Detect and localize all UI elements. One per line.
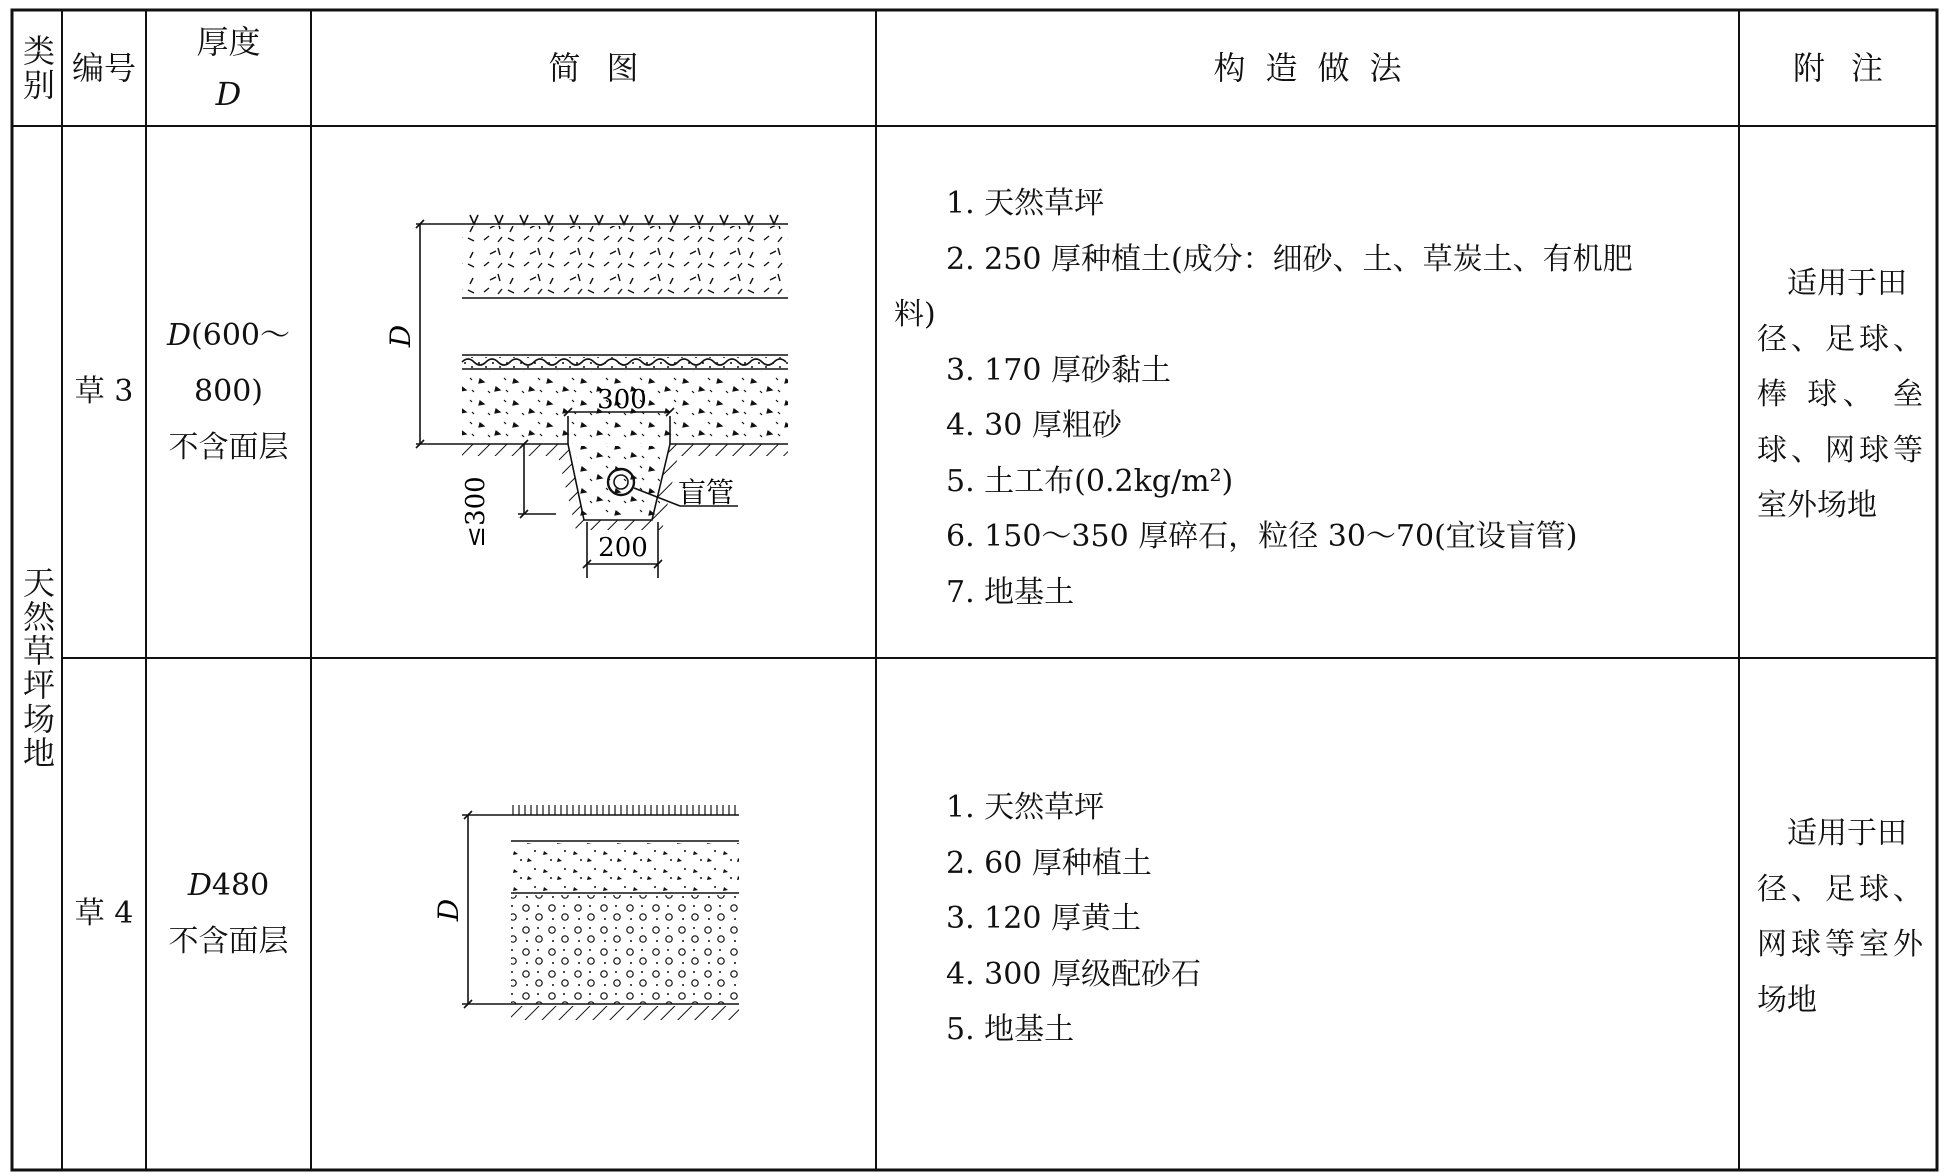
row1-dim-depth: ≤300 — [461, 476, 491, 548]
row2-thickness-value: D480 — [187, 868, 270, 903]
row1-dim-bottom-width: 200 — [598, 533, 648, 563]
row1-dim-d: D — [384, 324, 417, 348]
row2-dim-d: D — [432, 898, 465, 922]
header-note: 附注 — [1792, 49, 1909, 87]
header-category: 类别 — [18, 34, 56, 102]
row1-method-line: 1. 天然草坪 — [946, 186, 1105, 221]
row1-thickness-note: 不含面层 — [168, 430, 289, 465]
header-sketch: 简图 — [548, 49, 665, 87]
row1-dim-top-width: 300 — [597, 385, 647, 415]
row2-note — [1739, 658, 1937, 1170]
row2-note-line: 径、足球、 — [1757, 871, 1923, 907]
row1-method-line: 4. 30 厚粗砂 — [946, 408, 1122, 443]
row2-note-line: 网球等室外 — [1757, 927, 1923, 962]
row2-note-line: 场地 — [1757, 982, 1817, 1018]
row2-method-line: 5. 地基土 — [946, 1012, 1075, 1047]
row1-note-line: 适用于田 — [1787, 266, 1907, 301]
row1-note — [1739, 126, 1937, 658]
row1-note-line: 室外场地 — [1757, 488, 1877, 523]
row2-method-line: 2. 60 厚种植土 — [946, 845, 1152, 881]
row1-note-line: 球、网球等 — [1757, 432, 1923, 468]
row1-method-line: 2. 250 厚种植土(成分：细砂、土、草炭土、有机肥 — [946, 241, 1633, 277]
row1-method-line: 7. 地基土 — [946, 574, 1075, 610]
row1-thickness — [146, 126, 311, 658]
row2-thickness — [146, 658, 311, 1170]
row1-note-line: 棒 球、 垒 — [1757, 377, 1923, 412]
row2-note-line: 适用于田 — [1787, 816, 1907, 851]
row2-method-line: 1. 天然草坪 — [946, 790, 1105, 825]
row1-method-line: 料) — [894, 297, 936, 332]
row2-thickness-note: 不含面层 — [168, 924, 289, 959]
header-thickness-symbol: D — [215, 75, 242, 113]
row1-thickness-range: D(600～ — [166, 318, 291, 353]
row2-method — [876, 658, 1739, 1170]
header-code: 编号 — [71, 49, 136, 87]
row1-section-diagram — [311, 126, 876, 658]
row2-method-line: 3. 120 厚黄土 — [946, 901, 1141, 936]
row1-method-line: 3. 170 厚砂黏土 — [946, 352, 1171, 388]
row2-method-line: 4. 300 厚级配砂石 — [946, 956, 1201, 992]
row2-code: 草 4 — [74, 896, 134, 931]
row2-section-diagram — [311, 658, 876, 1170]
category-label: 天然草坪场地 — [18, 566, 56, 770]
row1-method-line: 6. 150～350 厚碎石，粒径 30～70(宜设盲管) — [946, 519, 1578, 554]
row1-pipe-label: 盲管 — [678, 476, 735, 509]
row1-thickness-range2: 800) — [194, 374, 263, 409]
row1-method — [876, 126, 1739, 658]
row1-code: 草 3 — [74, 374, 134, 409]
row1-method-line: 5. 土工布(0.2kg/m²) — [946, 463, 1234, 499]
header-thickness — [146, 10, 311, 126]
row1-note-line: 径、足球、 — [1757, 321, 1923, 357]
header-thickness-label: 厚度 — [196, 23, 261, 61]
header-method: 构造做法 — [1213, 49, 1422, 87]
